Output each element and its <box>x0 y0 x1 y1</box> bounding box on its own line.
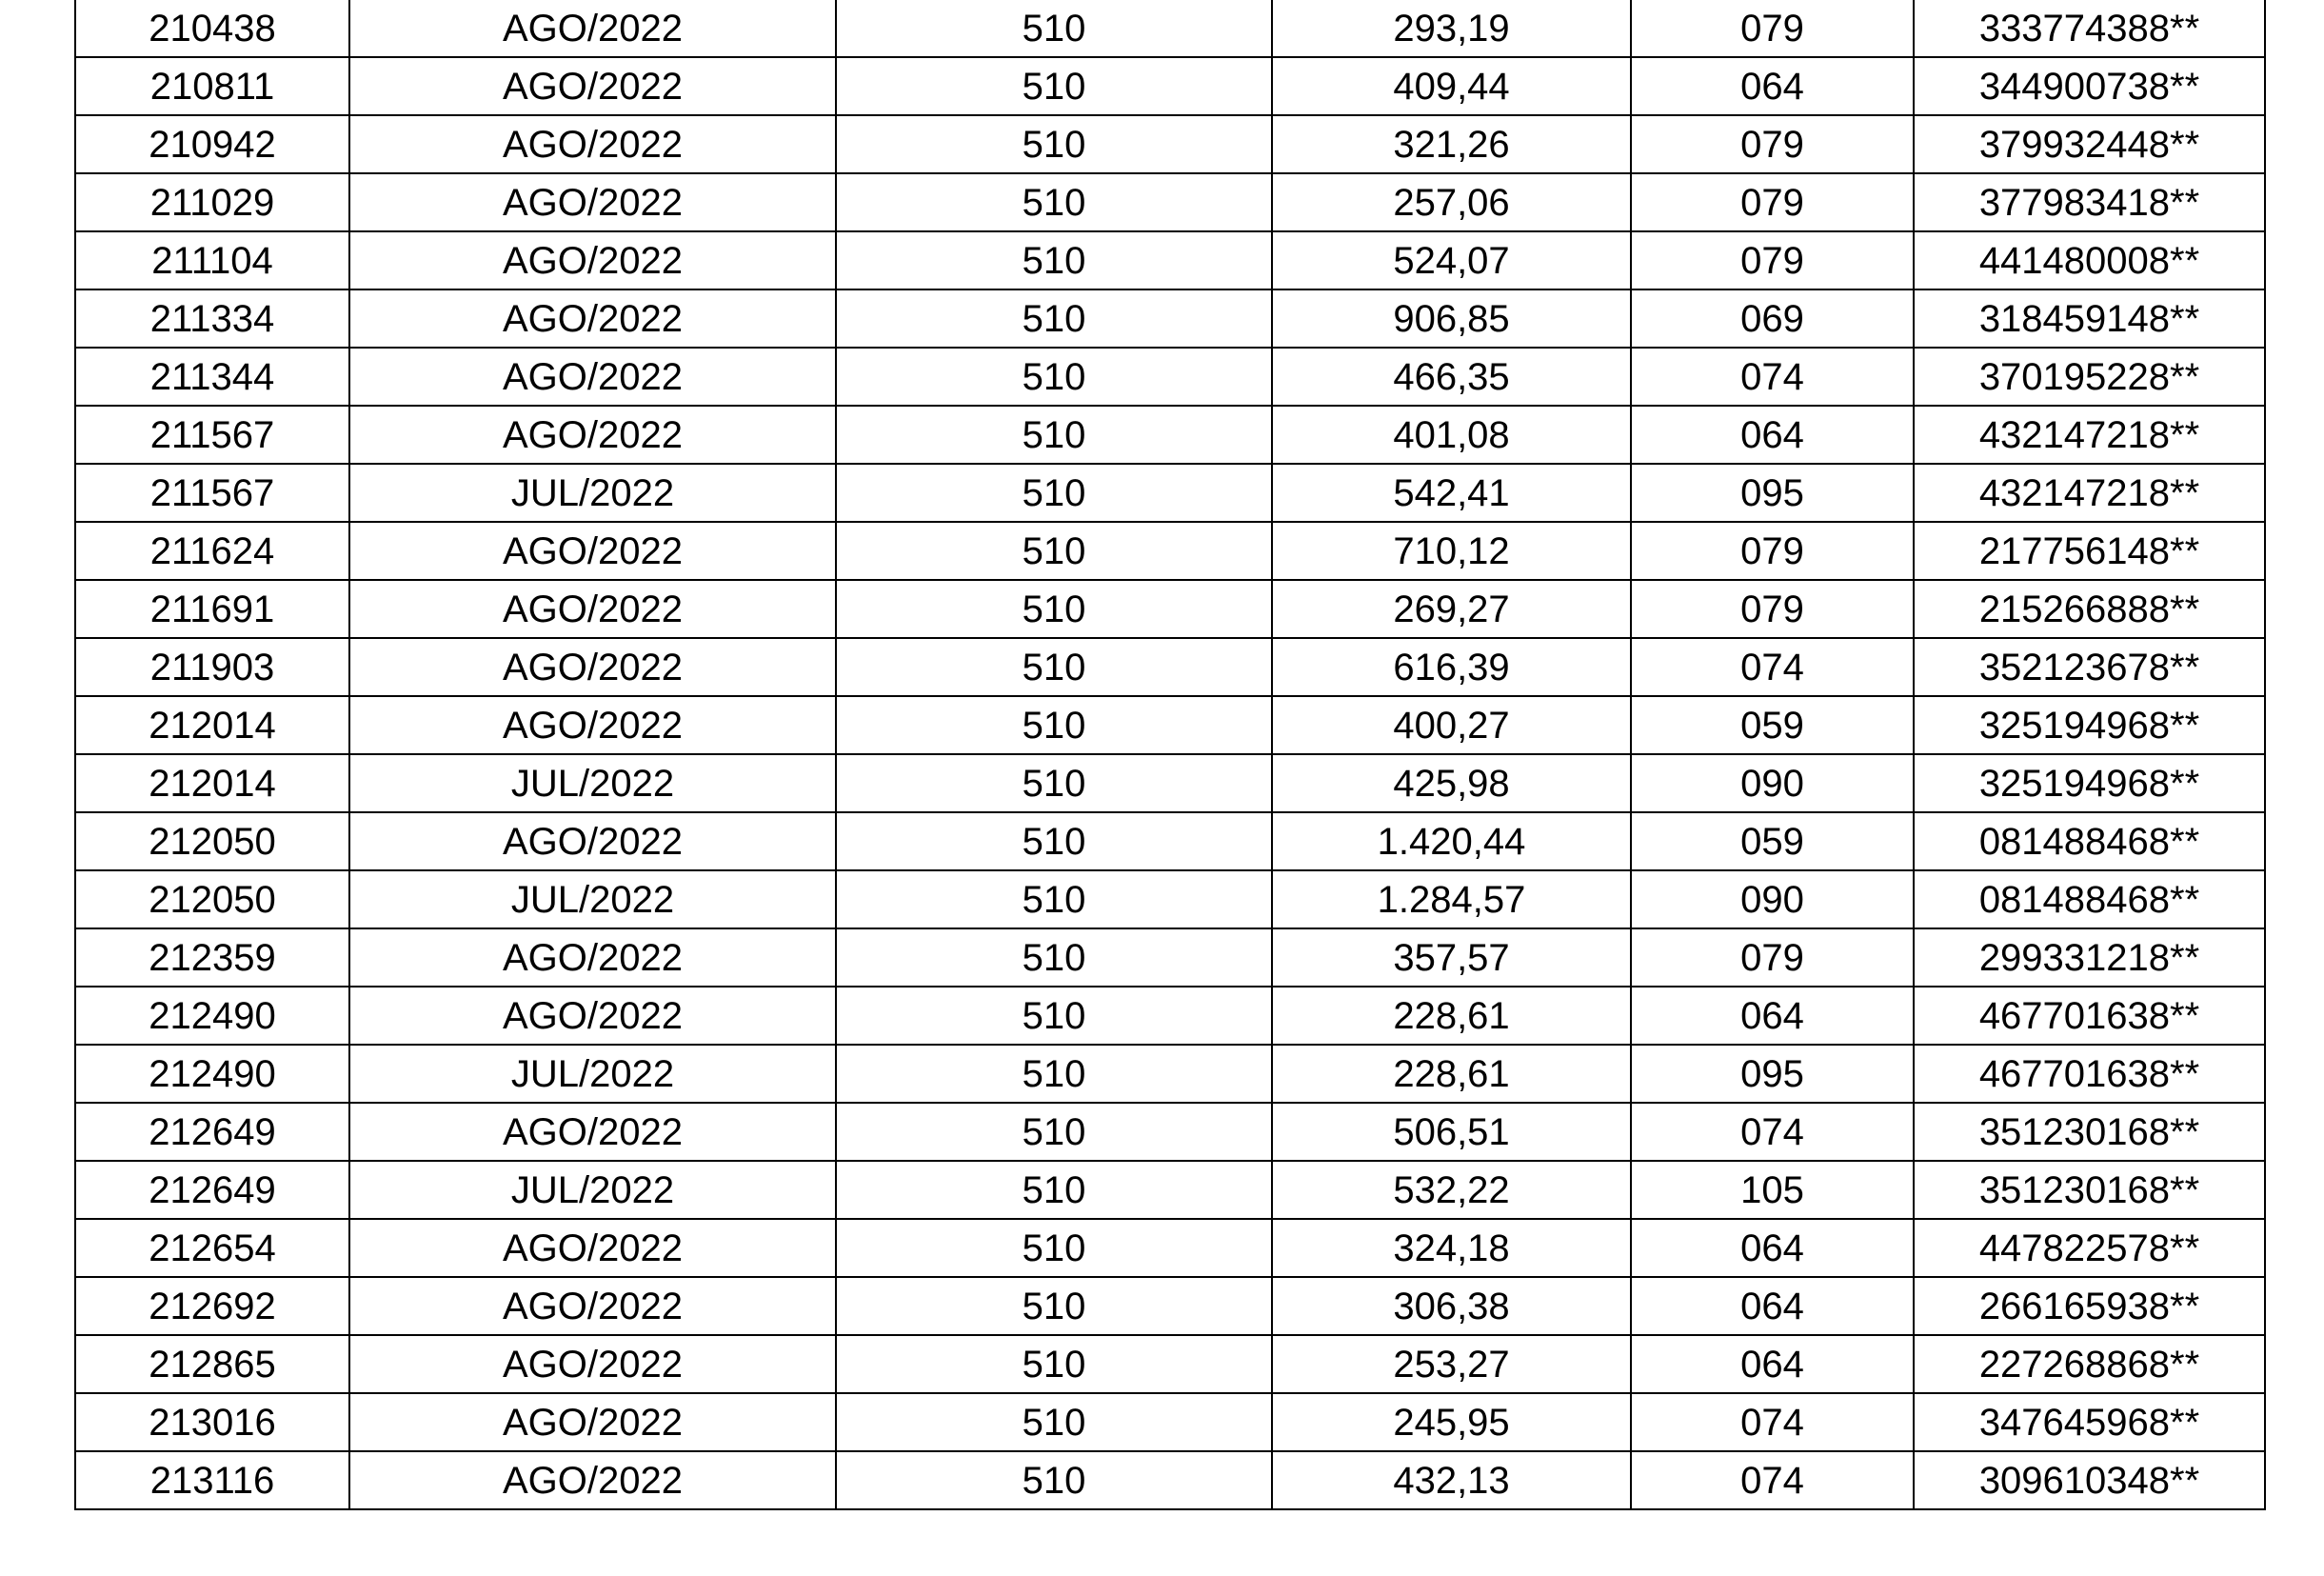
reference-cell: 095 <box>1631 464 1914 522</box>
reference-cell: 064 <box>1631 1219 1914 1277</box>
registration-cell: 212490 <box>75 987 349 1045</box>
document-cell: 333774388** <box>1914 0 2265 57</box>
reference-cell: 059 <box>1631 812 1914 870</box>
registration-cell: 211903 <box>75 638 349 696</box>
table-row <box>75 928 2265 987</box>
table-row <box>75 1161 2265 1219</box>
reference-cell: 079 <box>1631 231 1914 289</box>
reference-cell: 079 <box>1631 522 1914 580</box>
reference-cell: 064 <box>1631 57 1914 115</box>
document-cell: 325194968** <box>1914 696 2265 754</box>
reference-cell: 059 <box>1631 696 1914 754</box>
amount-cell: 432,13 <box>1272 1451 1631 1509</box>
table-row <box>75 57 2265 115</box>
registration-cell: 212649 <box>75 1161 349 1219</box>
reference-cell: 079 <box>1631 115 1914 173</box>
code-cell: 510 <box>836 464 1272 522</box>
period-cell: AGO/2022 <box>349 406 836 464</box>
code-cell: 510 <box>836 1451 1272 1509</box>
table-row <box>75 987 2265 1045</box>
amount-cell: 524,07 <box>1272 231 1631 289</box>
reference-cell: 069 <box>1631 289 1914 348</box>
registration-cell: 211334 <box>75 289 349 348</box>
period-cell: JUL/2022 <box>349 870 836 928</box>
table-row <box>75 1393 2265 1451</box>
amount-cell: 409,44 <box>1272 57 1631 115</box>
code-cell: 510 <box>836 231 1272 289</box>
reference-cell: 079 <box>1631 928 1914 987</box>
table-row <box>75 870 2265 928</box>
code-cell: 510 <box>836 406 1272 464</box>
registration-cell: 211567 <box>75 464 349 522</box>
code-cell: 510 <box>836 754 1272 812</box>
document-cell: 377983418** <box>1914 173 2265 231</box>
registration-cell: 212014 <box>75 754 349 812</box>
amount-cell: 532,22 <box>1272 1161 1631 1219</box>
code-cell: 510 <box>836 348 1272 406</box>
registration-cell: 212654 <box>75 1219 349 1277</box>
reference-cell: 074 <box>1631 1393 1914 1451</box>
period-cell: AGO/2022 <box>349 173 836 231</box>
registration-cell: 212050 <box>75 870 349 928</box>
code-cell: 510 <box>836 115 1272 173</box>
amount-cell: 306,38 <box>1272 1277 1631 1335</box>
registration-cell: 211029 <box>75 173 349 231</box>
table-row <box>75 1219 2265 1277</box>
period-cell: JUL/2022 <box>349 1161 836 1219</box>
period-cell: AGO/2022 <box>349 987 836 1045</box>
period-cell: AGO/2022 <box>349 57 836 115</box>
document-cell: 370195228** <box>1914 348 2265 406</box>
amount-cell: 1.284,57 <box>1272 870 1631 928</box>
code-cell: 510 <box>836 0 1272 57</box>
period-cell: AGO/2022 <box>349 928 836 987</box>
code-cell: 510 <box>836 696 1272 754</box>
amount-cell: 466,35 <box>1272 348 1631 406</box>
period-cell: AGO/2022 <box>349 522 836 580</box>
registration-cell: 212692 <box>75 1277 349 1335</box>
code-cell: 510 <box>836 987 1272 1045</box>
registration-cell: 211567 <box>75 406 349 464</box>
code-cell: 510 <box>836 57 1272 115</box>
reference-cell: 064 <box>1631 1277 1914 1335</box>
table-row <box>75 289 2265 348</box>
amount-cell: 321,26 <box>1272 115 1631 173</box>
period-cell: AGO/2022 <box>349 812 836 870</box>
reference-cell: 079 <box>1631 580 1914 638</box>
period-cell: AGO/2022 <box>349 1219 836 1277</box>
code-cell: 510 <box>836 580 1272 638</box>
document-cell: 081488468** <box>1914 812 2265 870</box>
table-row <box>75 1277 2265 1335</box>
registration-cell: 212050 <box>75 812 349 870</box>
reference-cell: 090 <box>1631 870 1914 928</box>
period-cell: AGO/2022 <box>349 115 836 173</box>
reference-cell: 064 <box>1631 987 1914 1045</box>
table-body <box>75 0 2265 1509</box>
reference-cell: 079 <box>1631 173 1914 231</box>
amount-cell: 257,06 <box>1272 173 1631 231</box>
period-cell: AGO/2022 <box>349 638 836 696</box>
registration-cell: 211104 <box>75 231 349 289</box>
amount-cell: 269,27 <box>1272 580 1631 638</box>
reference-cell: 074 <box>1631 638 1914 696</box>
registration-cell: 210438 <box>75 0 349 57</box>
period-cell: AGO/2022 <box>349 696 836 754</box>
document-cell: 227268868** <box>1914 1335 2265 1393</box>
period-cell: JUL/2022 <box>349 464 836 522</box>
document-cell: 217756148** <box>1914 522 2265 580</box>
table-row <box>75 115 2265 173</box>
period-cell: AGO/2022 <box>349 580 836 638</box>
code-cell: 510 <box>836 1335 1272 1393</box>
document-cell: 351230168** <box>1914 1161 2265 1219</box>
code-cell: 510 <box>836 1161 1272 1219</box>
document-cell: 215266888** <box>1914 580 2265 638</box>
registration-cell: 212865 <box>75 1335 349 1393</box>
period-cell: AGO/2022 <box>349 289 836 348</box>
reference-cell: 074 <box>1631 348 1914 406</box>
period-cell: AGO/2022 <box>349 1451 836 1509</box>
amount-cell: 1.420,44 <box>1272 812 1631 870</box>
reference-cell: 064 <box>1631 406 1914 464</box>
period-cell: AGO/2022 <box>349 0 836 57</box>
document-cell: 309610348** <box>1914 1451 2265 1509</box>
amount-cell: 506,51 <box>1272 1103 1631 1161</box>
period-cell: JUL/2022 <box>349 1045 836 1103</box>
table-row <box>75 754 2265 812</box>
table-row <box>75 1103 2265 1161</box>
period-cell: AGO/2022 <box>349 231 836 289</box>
amount-cell: 425,98 <box>1272 754 1631 812</box>
table-row <box>75 348 2265 406</box>
document-cell: 344900738** <box>1914 57 2265 115</box>
reference-cell: 090 <box>1631 754 1914 812</box>
code-cell: 510 <box>836 1103 1272 1161</box>
amount-cell: 400,27 <box>1272 696 1631 754</box>
code-cell: 510 <box>836 1219 1272 1277</box>
reference-cell: 095 <box>1631 1045 1914 1103</box>
registration-cell: 210942 <box>75 115 349 173</box>
period-cell: AGO/2022 <box>349 1277 836 1335</box>
document-cell: 467701638** <box>1914 987 2265 1045</box>
table-row <box>75 638 2265 696</box>
period-cell: AGO/2022 <box>349 1335 836 1393</box>
amount-cell: 324,18 <box>1272 1219 1631 1277</box>
document-cell: 351230168** <box>1914 1103 2265 1161</box>
period-cell: AGO/2022 <box>349 348 836 406</box>
document-cell: 325194968** <box>1914 754 2265 812</box>
table-row <box>75 522 2265 580</box>
registration-cell: 211344 <box>75 348 349 406</box>
amount-cell: 357,57 <box>1272 928 1631 987</box>
registration-cell: 212359 <box>75 928 349 987</box>
amount-cell: 228,61 <box>1272 987 1631 1045</box>
table-row <box>75 1045 2265 1103</box>
document-cell: 318459148** <box>1914 289 2265 348</box>
registration-cell: 212649 <box>75 1103 349 1161</box>
period-cell: JUL/2022 <box>349 754 836 812</box>
registration-cell: 212490 <box>75 1045 349 1103</box>
document-cell: 432147218** <box>1914 406 2265 464</box>
code-cell: 510 <box>836 289 1272 348</box>
amount-cell: 293,19 <box>1272 0 1631 57</box>
reference-cell: 079 <box>1631 0 1914 57</box>
code-cell: 510 <box>836 1045 1272 1103</box>
table-row <box>75 406 2265 464</box>
document-cell: 441480008** <box>1914 231 2265 289</box>
document-cell: 266165938** <box>1914 1277 2265 1335</box>
registration-cell: 210811 <box>75 57 349 115</box>
table-row <box>75 0 2265 57</box>
data-table <box>74 0 2266 1510</box>
registration-cell: 212014 <box>75 696 349 754</box>
code-cell: 510 <box>836 812 1272 870</box>
amount-cell: 542,41 <box>1272 464 1631 522</box>
registration-cell: 213016 <box>75 1393 349 1451</box>
table-row <box>75 464 2265 522</box>
table-row <box>75 1335 2265 1393</box>
table-row <box>75 696 2265 754</box>
amount-cell: 616,39 <box>1272 638 1631 696</box>
code-cell: 510 <box>836 1393 1272 1451</box>
document-cell: 347645968** <box>1914 1393 2265 1451</box>
code-cell: 510 <box>836 173 1272 231</box>
code-cell: 510 <box>836 638 1272 696</box>
code-cell: 510 <box>836 928 1272 987</box>
table-row <box>75 231 2265 289</box>
table-row <box>75 1451 2265 1509</box>
reference-cell: 074 <box>1631 1451 1914 1509</box>
amount-cell: 228,61 <box>1272 1045 1631 1103</box>
period-cell: AGO/2022 <box>349 1393 836 1451</box>
amount-cell: 906,85 <box>1272 289 1631 348</box>
amount-cell: 253,27 <box>1272 1335 1631 1393</box>
registration-cell: 211624 <box>75 522 349 580</box>
period-cell: AGO/2022 <box>349 1103 836 1161</box>
table-row <box>75 812 2265 870</box>
reference-cell: 074 <box>1631 1103 1914 1161</box>
document-cell: 432147218** <box>1914 464 2265 522</box>
code-cell: 510 <box>836 522 1272 580</box>
document-cell: 467701638** <box>1914 1045 2265 1103</box>
document-cell: 352123678** <box>1914 638 2265 696</box>
amount-cell: 245,95 <box>1272 1393 1631 1451</box>
registration-cell: 211691 <box>75 580 349 638</box>
registration-cell: 213116 <box>75 1451 349 1509</box>
document-cell: 379932448** <box>1914 115 2265 173</box>
document-cell: 299331218** <box>1914 928 2265 987</box>
amount-cell: 401,08 <box>1272 406 1631 464</box>
document-cell: 447822578** <box>1914 1219 2265 1277</box>
document-page <box>74 0 2264 1510</box>
reference-cell: 064 <box>1631 1335 1914 1393</box>
code-cell: 510 <box>836 870 1272 928</box>
code-cell: 510 <box>836 1277 1272 1335</box>
reference-cell: 105 <box>1631 1161 1914 1219</box>
table-row <box>75 173 2265 231</box>
amount-cell: 710,12 <box>1272 522 1631 580</box>
document-cell: 081488468** <box>1914 870 2265 928</box>
table-row <box>75 580 2265 638</box>
